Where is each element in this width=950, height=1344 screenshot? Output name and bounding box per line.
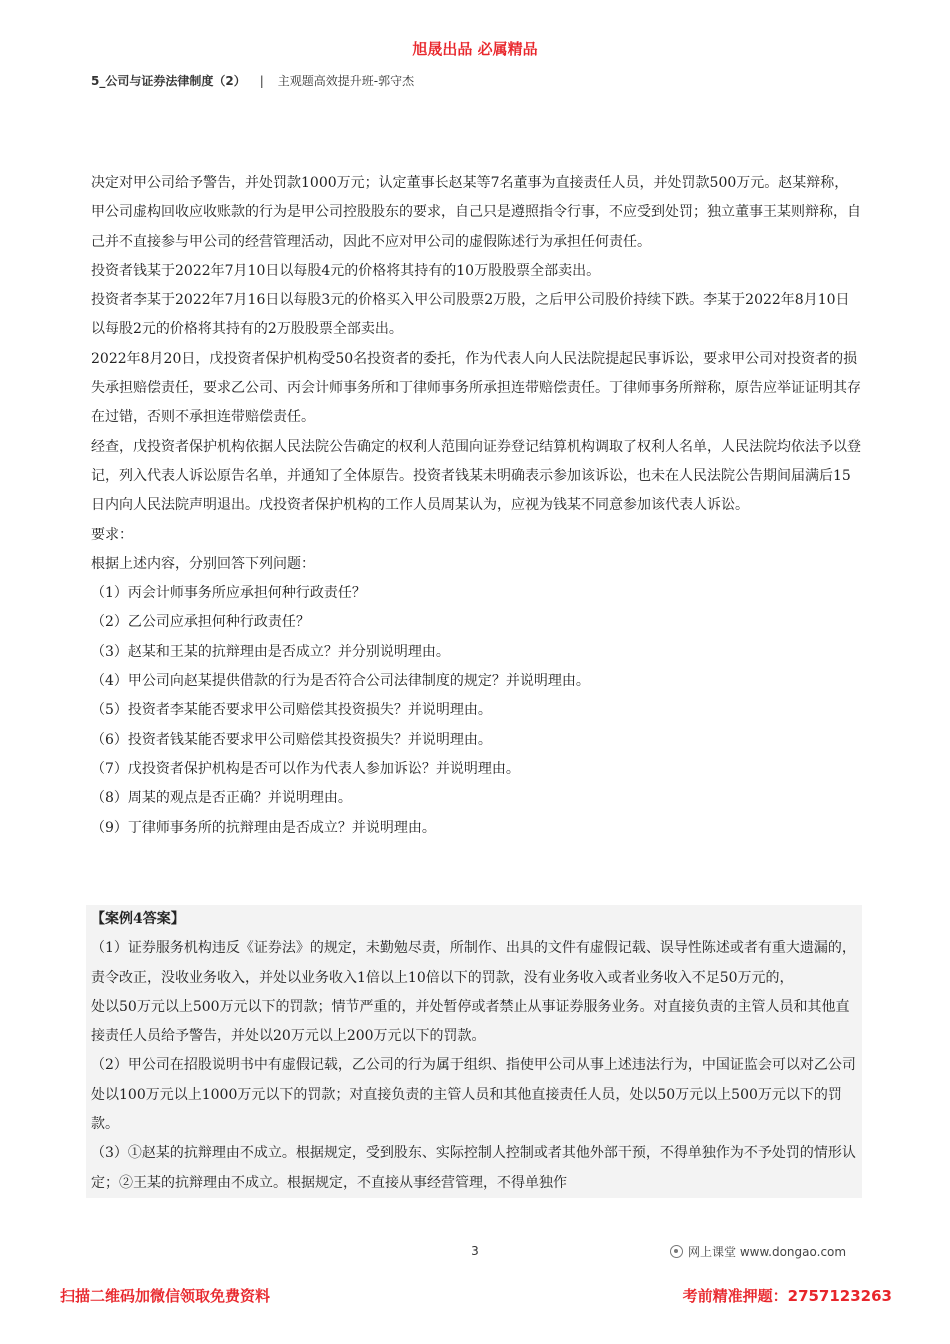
brand-logo-icon xyxy=(670,1245,683,1258)
brand-mark xyxy=(670,1243,846,1260)
answer-box xyxy=(86,905,862,1198)
instruction-line: 根据上述内容，分别回答下列问题： xyxy=(91,555,315,572)
answer-heading: 【案例4答案】 xyxy=(91,911,185,927)
body-paragraph: 投资者钱某于2022年7月10日以每股4元的价格将其持有的10万股股票全部卖出。 xyxy=(91,262,601,279)
answer-paragraph: （3）①赵某的抗辩理由不成立。根据规定，受到股东、实际控制人控制或者其他外部干预，不得单独作为不予处罚的情形认定；②王某的抗辩理由不成立。根据规定，不直接从事经营管理，不得单独作 xyxy=(91,1145,856,1191)
question-9: （9）丁律师事务所的抗辩理由是否成立？并说明理由。 xyxy=(91,819,436,836)
question-2: （2）乙公司应承担何种行政责任？ xyxy=(91,614,310,631)
footer-promo-right: 考前精准押题：2757123263 xyxy=(682,1287,892,1305)
answer-paragraph: （2）甲公司在招股说明书中有虚假记载，乙公司的行为属于组织、指使甲公司从事上述违法行为，中国证监会可以对乙公司处以100万元以上1000万元以下的罚款；对直接负责的主管人员和其他直接责任人员，处以50万元以上500万元以下的罚款。 xyxy=(91,1057,856,1133)
question-1: （1）丙会计师事务所应承担何种行政责任？ xyxy=(91,585,366,602)
course-title: 5_公司与证券法律制度（2） xyxy=(91,74,246,88)
body-paragraph: 经查，戊投资者保护机构依据人民法院公告确定的权利人范围向证券登记结算机构调取了权利人名单，人民法院均依法予以登记，列入代表人诉讼原告名单，并通知了全体原告。投资者钱某未明确表示参加该诉讼，也未在人民法院公告期间届满后15日内向人民法院声明退出。戊投资者保护机构的工作人员周某认为，应视为钱某不同意参加该代表人诉讼。 xyxy=(91,438,861,514)
course-subtitle: 主观题高效提升班-郭守杰 xyxy=(277,74,415,88)
question-5: （5）投资者李某能否要求甲公司赔偿其投资损失？并说明理由。 xyxy=(91,702,492,719)
page-number: 3 xyxy=(471,1244,479,1258)
brand-text: 网上课堂 www.dongao.com xyxy=(688,1245,847,1259)
question-6: （6）投资者钱某能否要求甲公司赔偿其投资损失？并说明理由。 xyxy=(91,731,492,748)
footer-promo-left: 扫描二维码加微信领取免费资料 xyxy=(60,1287,271,1305)
top-banner: 旭晟出品 必属精品 xyxy=(412,40,538,58)
requirement-label: 要求： xyxy=(91,526,133,543)
question-3: （3）赵某和王某的抗辩理由是否成立？并分别说明理由。 xyxy=(91,643,450,660)
answer-paragraph: （1）证券服务机构违反《证券法》的规定，未勤勉尽责，所制作、出具的文件有虚假记载、误导性陈述或者有重大遗漏的，责令改正，没收业务收入，并处以业务收入1倍以上10倍以下的罚款，没有业务收入或者业务收入不足50万元的， xyxy=(91,940,856,986)
body-paragraph: 2022年8月20日，戊投资者保护机构受50名投资者的委托，作为代表人向人民法院提起民事诉讼，要求甲公司对投资者的损失承担赔偿责任，要求乙公司、丙会计师事务所和丁律师事务所承担连带赔偿责任。丁律师事务所辩称，原告应举证证明其存在过错，否则不承担连带赔偿责任。 xyxy=(91,350,861,426)
header-separator: | xyxy=(259,74,264,88)
question-7: （7）戊投资者保护机构是否可以作为代表人参加诉讼？并说明理由。 xyxy=(91,760,520,777)
answer-paragraph: 处以50万元以上500万元以下的罚款；情节严重的，并处暂停或者禁止从事证券服务业务。对直接负责的主管人员和其他直接责任人员给予警告，并处以20万元以上200万元以下的罚款。 xyxy=(91,998,850,1045)
question-4: （4）甲公司向赵某提供借款的行为是否符合公司法律制度的规定？并说明理由。 xyxy=(91,673,590,690)
body-paragraph: 决定对甲公司给予警告，并处罚款1000万元；认定董事长赵某等7名董事为直接责任人员，并处罚款500万元。赵某辩称，甲公司虚构回收应收账款的行为是甲公司控股股东的要求，自己只是遵照指令行事，不应受到处罚；独立董事王某则辩称，自己并不直接参与甲公司的经营管理活动，因此不应对甲公司的虚假陈述行为承担任何责任。 xyxy=(91,175,861,250)
case-body xyxy=(91,169,861,843)
running-header xyxy=(91,72,414,89)
question-8: （8）周某的观点是否正确？并说明理由。 xyxy=(91,790,352,807)
body-paragraph: 投资者李某于2022年7月16日以每股3元的价格买入甲公司股票2万股，之后甲公司股价持续下跌。李某于2022年8月10日以每股2元的价格将其持有的2万股股票全部卖出。 xyxy=(91,292,850,338)
